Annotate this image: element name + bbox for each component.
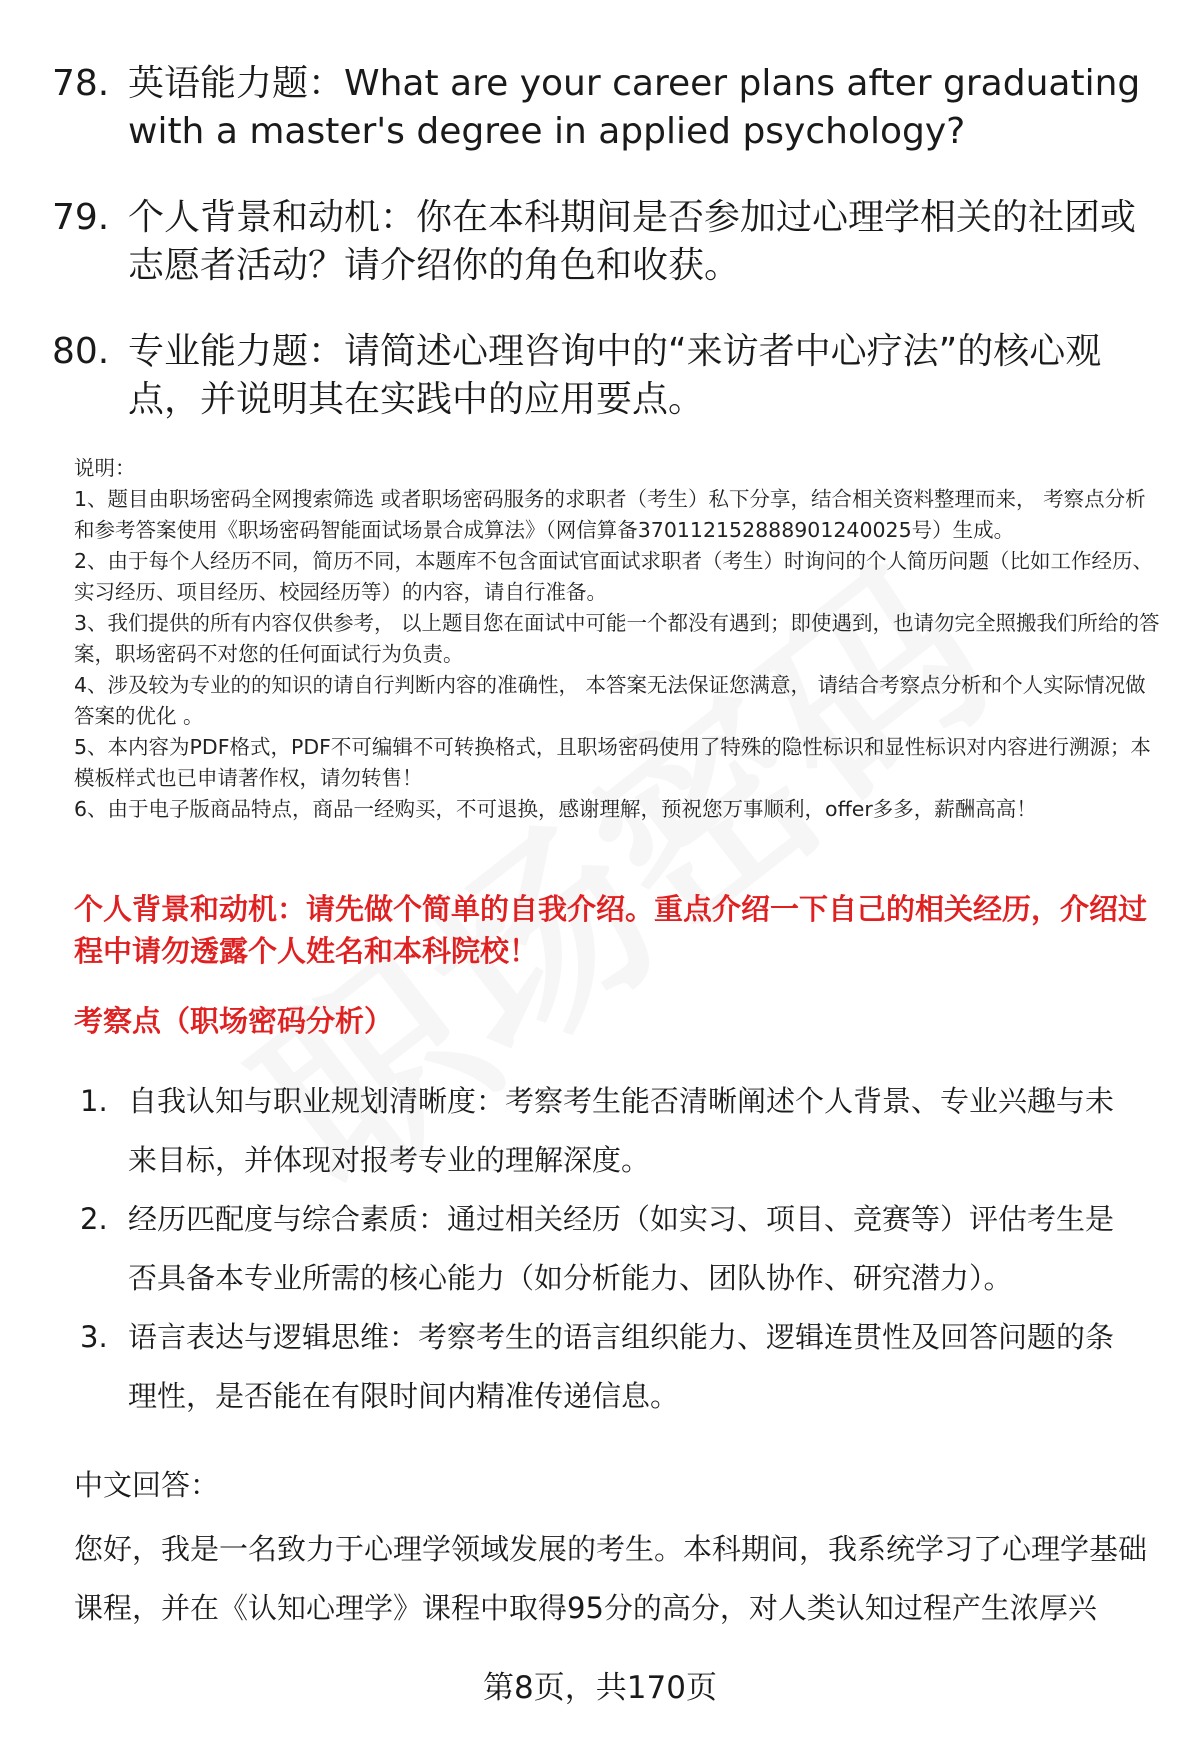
- point-text: 经历匹配度与综合素质：通过相关经历（如实习、项目、竞赛等）评估考生是否具备本专业所需的核心能力（如分析能力、团队协作、研究潜力）。: [128, 1202, 1115, 1295]
- notes-section: [74, 453, 1164, 825]
- point-number: 3.: [80, 1320, 108, 1354]
- question-text: 专业能力题：请简述心理咨询中的“来访者中心疗法”的核心观点，并说明其在实践中的应用要点。: [128, 331, 1102, 420]
- analysis-point: [80, 1190, 1150, 1308]
- analysis-point: [80, 1308, 1150, 1426]
- point-text: 语言表达与逻辑思维：考察考生的语言组织能力、逻辑连贯性及回答问题的条理性，是否能在有限时间内精准传递信息。: [128, 1320, 1115, 1413]
- question-item: [52, 328, 1152, 424]
- point-text: 自我认知与职业规划清晰度：考察考生能否清晰阐述个人背景、专业兴趣与未来目标，并体现对报考专业的理解深度。: [128, 1084, 1115, 1177]
- question-number: 80.: [52, 331, 110, 372]
- answer-text: 您好，我是一名致力于心理学领域发展的考生。本科期间，我系统学习了心理学基础课程，并在《认知心理学》课程中取得95分的高分，对人类认知过程产生浓厚兴: [74, 1532, 1148, 1625]
- question-item: [52, 60, 1152, 156]
- question-number: 78.: [52, 63, 110, 104]
- note-item: 1、题目由职场密码全网搜索筛选 或者职场密码服务的求职者（考生）私下分享，结合相关资料整理而来， 考察点分析和参考答案使用《职场密码智能面试场景合成算法》（网信算备370112152888901240025号）生成。: [74, 487, 1146, 542]
- analysis-point: [80, 1072, 1150, 1190]
- notes-title: 说明：: [74, 456, 136, 480]
- question-text: 个人背景和动机：你在本科期间是否参加过心理学相关的社团或志愿者活动？请介绍你的角色和收获。: [128, 197, 1137, 286]
- point-number: 1.: [80, 1084, 108, 1118]
- note-item: 2、由于每个人经历不同，简历不同，本题库不包含面试官面试求职者（考生）时询问的个人简历问题（比如工作经历、实习经历、项目经历、校园经历等）的内容，请自行准备。: [74, 549, 1154, 604]
- question-list: [52, 60, 1152, 462]
- note-item: 6、由于电子版商品特点，商品一经购买，不可退换，感谢理解，预祝您万事顺利，offer多多，薪酬高高！: [74, 797, 1037, 821]
- note-item: 3、我们提供的所有内容仅供参考， 以上题目您在面试中可能一个都没有遇到；即使遇到，也请勿完全照搬我们所给的答案，职场密码不对您的任何面试行为负责。: [74, 611, 1160, 666]
- note-item: 5、本内容为PDF格式，PDF不可编辑不可转换格式，且职场密码使用了特殊的隐性标识和显性标识对内容进行溯源；本模板样式也已申请著作权，请勿转售！: [74, 735, 1151, 790]
- answer-label: 中文回答：: [74, 1468, 220, 1502]
- question-text: 英语能力题：What are your career plans after graduating with a master's degree in applied psychology?: [128, 63, 1141, 152]
- section-heading: 个人背景和动机：请先做个简单的自我介绍。重点介绍一下自己的相关经历，介绍过程中请勿透露个人姓名和本科院校！: [74, 892, 1148, 968]
- question-item: [52, 194, 1152, 290]
- analysis-points: [80, 1072, 1150, 1426]
- page-footer: 第8页，共170页: [483, 1670, 717, 1706]
- note-item: 4、涉及较为专业的的知识的请自行判断内容的准确性， 本答案无法保证您满意， 请结合考察点分析和个人实际情况做答案的优化 。: [74, 673, 1146, 728]
- point-number: 2.: [80, 1202, 108, 1236]
- question-number: 79.: [52, 197, 110, 238]
- analysis-heading: 考察点（职场密码分析）: [74, 1004, 394, 1038]
